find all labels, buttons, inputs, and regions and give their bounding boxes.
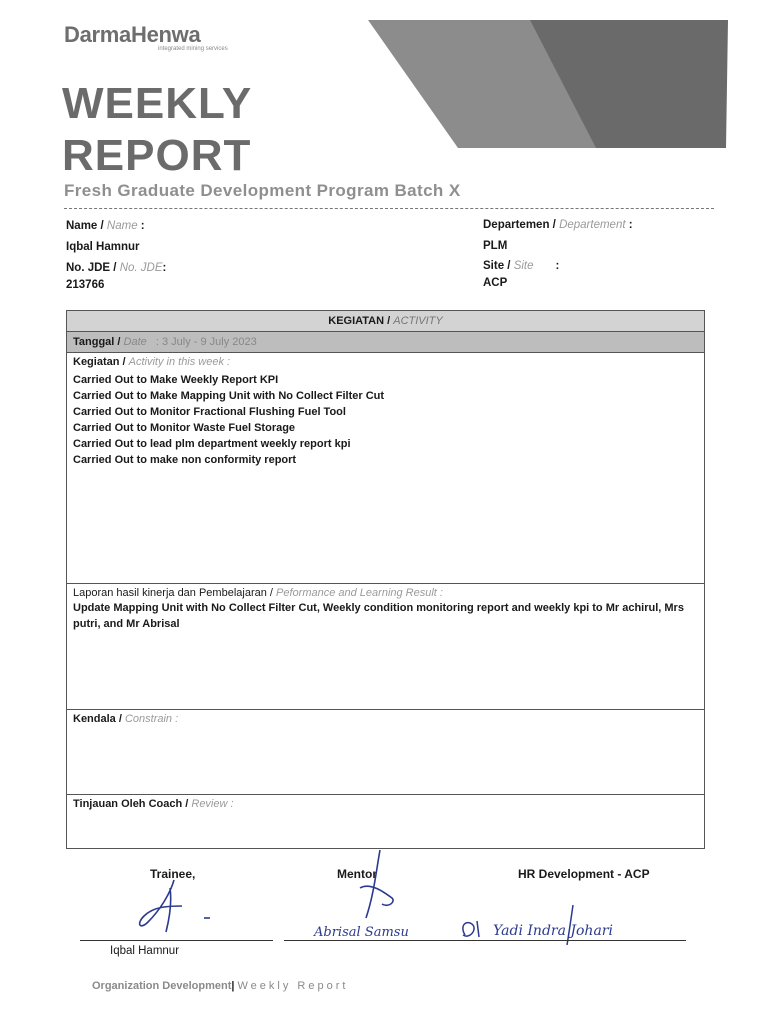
footer-department: Organization Development <box>92 980 232 992</box>
svg-text:Yadi Indra Johari: Yadi Indra Johari <box>493 923 613 939</box>
program-subtitle: Fresh Graduate Development Program Batch X <box>64 181 461 200</box>
performance-section <box>67 584 704 710</box>
header-divider <box>64 208 714 209</box>
department-label: Departemen / Departement : <box>483 219 633 231</box>
review-label: Tinjauan Oleh Coach / Review : <box>73 798 234 810</box>
list-item: Carried Out to Make Mapping Unit with No Collect Filter Cut <box>73 390 385 402</box>
site-label: Site / Site : <box>483 260 560 272</box>
performance-label: Laporan hasil kinerja dan Pembelajaran / Peformance and Learning Result : <box>73 587 443 599</box>
page-footer: Organization Development| Weekly Report <box>92 980 349 992</box>
constraint-section <box>67 710 704 795</box>
jde-label: No. JDE / No. JDE: <box>66 262 167 274</box>
site-value: ACP <box>483 277 508 289</box>
mentor-hr-signature-line <box>284 940 686 941</box>
department-value: PLM <box>483 240 508 252</box>
hr-label: HR Development - ACP <box>518 867 650 881</box>
activity-table-header: KEGIATAN / ACTIVITY <box>67 311 704 332</box>
name-value: Iqbal Hamnur <box>66 241 140 253</box>
date-range: : 3 July - 9 July 2023 <box>155 336 257 348</box>
footer-doc-name: Weekly Report <box>237 980 349 992</box>
activity-table <box>66 310 705 849</box>
logo-tagline: integrated mining services <box>158 46 228 52</box>
activities-list <box>73 372 384 468</box>
date-row: Tanggal / Date : 3 July - 9 July 2023 <box>67 332 704 353</box>
constraint-label: Kendala / Constrain : <box>73 713 179 725</box>
trainee-label: Trainee, <box>150 867 196 881</box>
hr-signature <box>455 905 655 945</box>
review-section <box>67 795 704 847</box>
trainee-name: Iqbal Hamnur <box>110 945 180 957</box>
company-logo <box>64 22 228 52</box>
header-decoration-shape <box>360 20 730 152</box>
activities-label: Kegiatan / Activity in this week : <box>73 356 231 368</box>
jde-value: 213766 <box>66 279 105 291</box>
logo-wordmark: DarmaHenwa <box>64 22 201 47</box>
performance-text: Update Mapping Unit with No Collect Filter Cut, Weekly condition monitoring report and weekly kpi to Mr achirul, Mrs putri, and Mr Abrisal <box>73 602 684 630</box>
list-item: Carried Out to make non conformity report <box>73 454 297 466</box>
list-item: Carried Out to Make Weekly Report KPI <box>73 374 279 386</box>
list-item: Carried Out to Monitor Waste Fuel Storage <box>73 422 296 434</box>
report-title-line1: WEEKLY <box>62 79 253 128</box>
list-item: Carried Out to lead plm department weekly report kpi <box>73 438 351 450</box>
name-label: Name / Name : <box>66 220 145 232</box>
svg-text:Abrisal Samsu: Abrisal Samsu <box>314 925 409 940</box>
trainee-signature-line <box>80 940 273 941</box>
mentor-signature <box>310 848 422 944</box>
report-title-line2: REPORT <box>62 131 252 180</box>
mentor-label: Mentor <box>337 867 377 881</box>
trainee-signature <box>130 876 220 938</box>
list-item: Carried Out to Monitor Fractional Flushing Fuel Tool <box>73 406 346 418</box>
activities-section <box>67 353 704 584</box>
